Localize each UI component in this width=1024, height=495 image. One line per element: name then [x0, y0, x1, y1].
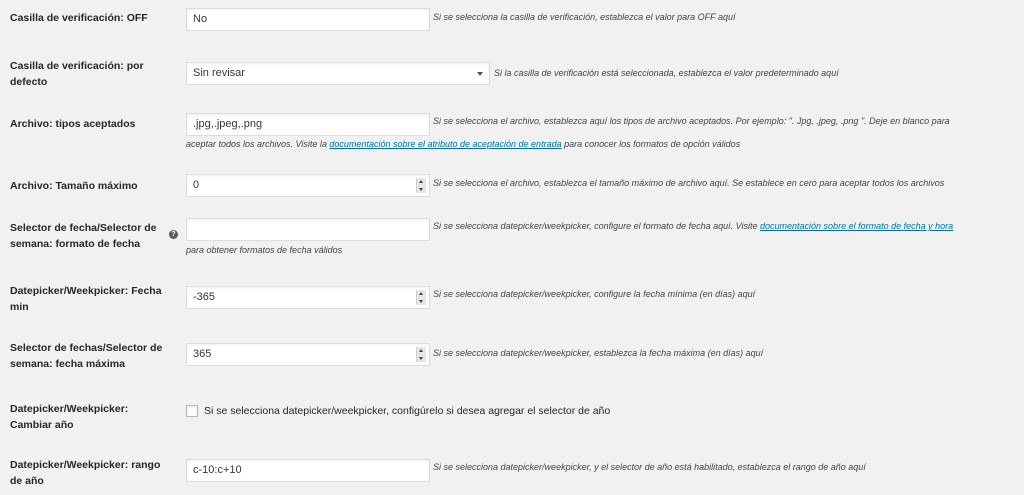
file-max-size-input[interactable] [186, 174, 430, 197]
field-label: Datepicker/Weekpicker: Fecha min [10, 285, 162, 313]
field-label: Archivo: tipos aceptados [10, 118, 136, 130]
field-label: Selector de fechas/Selector de semana: fecha máxima [10, 342, 163, 370]
chevron-down-icon [477, 72, 483, 76]
min-date-input[interactable] [186, 286, 430, 309]
question-mark-icon[interactable]: ? [169, 230, 178, 239]
field-label: Selector de fecha/Selector de semana: formato de fecha [10, 222, 157, 250]
field-description-line2 [186, 137, 740, 151]
input-value: 365 [193, 348, 212, 360]
field-label: Archivo: Tamaño máximo [10, 180, 138, 192]
checkbox-off-value-input[interactable]: No [186, 8, 430, 31]
field-label: Datepicker/Weekpicker: rango de año [10, 459, 161, 487]
number-spinner[interactable] [416, 178, 426, 193]
field-description-line2: para obtener formatos de fecha válidos [186, 245, 343, 255]
field-description: Si se selecciona el archivo, establezca aquí los tipos de archivo aceptados. Por ejemplo: ". Jpg, .jpeg, .png ". Deje en blanco para [433, 116, 950, 126]
field-description: Si se selecciona la casilla de verificación, establezca el valor para OFF aquí [433, 12, 736, 22]
accept-attribute-docs-link[interactable]: documentación sobre el atributo de aceptación de entrada [329, 139, 562, 149]
arrow-down-icon [419, 357, 423, 360]
field-description: Si se selecciona datepicker/weekpicker, configure la fecha mínima (en días) aquí [433, 289, 756, 299]
field-description: Si se selecciona el archivo, establezca el tamaño máximo de archivo aquí. Se establece en cero para aceptar todos los archivos [433, 178, 945, 188]
max-date-input[interactable] [186, 343, 430, 366]
arrow-up-icon [419, 349, 423, 352]
description-text: para conocer los formatos de opción válidos [561, 139, 741, 149]
field-description: Si se selecciona datepicker/weekpicker, establezca la fecha máxima (en días) aquí [433, 348, 764, 358]
input-value: 0 [193, 179, 200, 191]
field-description [433, 219, 953, 233]
number-spinner[interactable] [416, 290, 426, 305]
checkbox-default-select[interactable] [186, 62, 490, 85]
arrow-up-icon [419, 292, 423, 295]
arrow-up-icon [419, 180, 423, 183]
description-text: aceptar todos los archivos. Visite la [186, 139, 330, 149]
field-label: Datepicker/Weekpicker: Cambiar año [10, 403, 129, 431]
change-year-checkbox-label[interactable]: Si se selecciona datepicker/weekpicker, configúrelo si desea agregar el selector de año [204, 405, 611, 417]
arrow-down-icon [419, 300, 423, 303]
select-value: Sin revisar [193, 67, 245, 79]
file-types-input[interactable]: .jpg,.jpeg,.png [186, 113, 430, 136]
date-format-input[interactable] [186, 218, 430, 241]
year-range-input[interactable]: c-10:c+10 [186, 459, 430, 482]
change-year-checkbox[interactable] [186, 405, 198, 417]
number-spinner[interactable] [416, 347, 426, 362]
field-description: Si la casilla de verificación está seleccionada, establezca el valor predeterminado aquí [494, 68, 839, 78]
date-format-docs-link[interactable]: documentación sobre el formato de fecha y hora [760, 221, 954, 231]
field-label: Casilla de verificación: por defecto [10, 60, 144, 88]
arrow-down-icon [419, 188, 423, 191]
field-description: Si se selecciona datepicker/weekpicker, y el selector de año está habilitado, establezca el rango de año aquí [433, 462, 866, 472]
description-text: Si se selecciona datepicker/weekpicker, configure el formato de fecha aquí. Visite [433, 221, 761, 231]
input-value: -365 [193, 291, 216, 303]
field-label: Casilla de verificación: OFF [10, 12, 148, 24]
